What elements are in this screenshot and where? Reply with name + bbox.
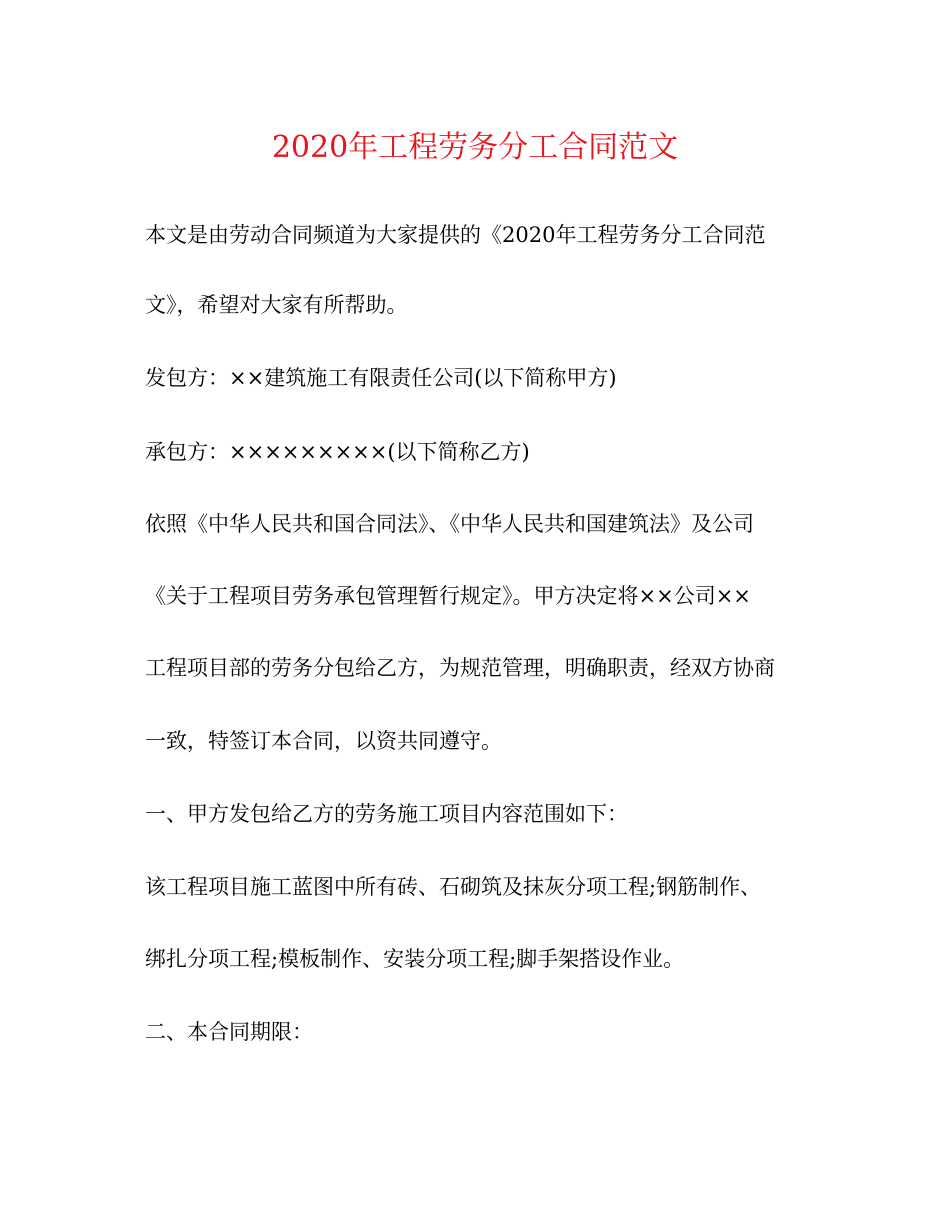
paragraph-line: 绑扎分项工程;模板制作、安装分项工程;脚手架搭设作业。 <box>145 947 685 971</box>
paragraph-line: 该工程项目施工蓝图中所有砖、石砌筑及抹灰分项工程;钢筋制作、 <box>145 875 762 899</box>
paragraph-line: 《关于工程项目劳务承包管理暂行规定》。甲方决定将××公司×× <box>145 584 751 608</box>
paragraph-line: 一致，特签订本合同，以资共同遵守。 <box>145 729 502 753</box>
paragraph-line: 工程项目部的劳务分包给乙方，为规范管理，明确职责，经双方协商 <box>145 656 775 680</box>
paragraph-line: 承包方：×××××××××(以下简称乙方) <box>145 440 530 464</box>
paragraph-line: 二、本合同期限： <box>145 1020 313 1044</box>
paragraph-line: 发包方：××建筑施工有限责任公司(以下简称甲方) <box>145 366 617 390</box>
paragraph-line: 依照《中华人民共和国合同法》、《中华人民共和国建筑法》及公司 <box>145 512 754 536</box>
document-title: 2020年工程劳务分工合同范文 <box>271 130 679 165</box>
paragraph-line: 文》，希望对大家有所帮助。 <box>145 293 408 317</box>
paragraph-line: 一、甲方发包给乙方的劳务施工项目内容范围如下： <box>145 802 628 826</box>
paragraph-line: 本文是由劳动合同频道为大家提供的《2020年工程劳务分工合同范 <box>145 223 766 247</box>
